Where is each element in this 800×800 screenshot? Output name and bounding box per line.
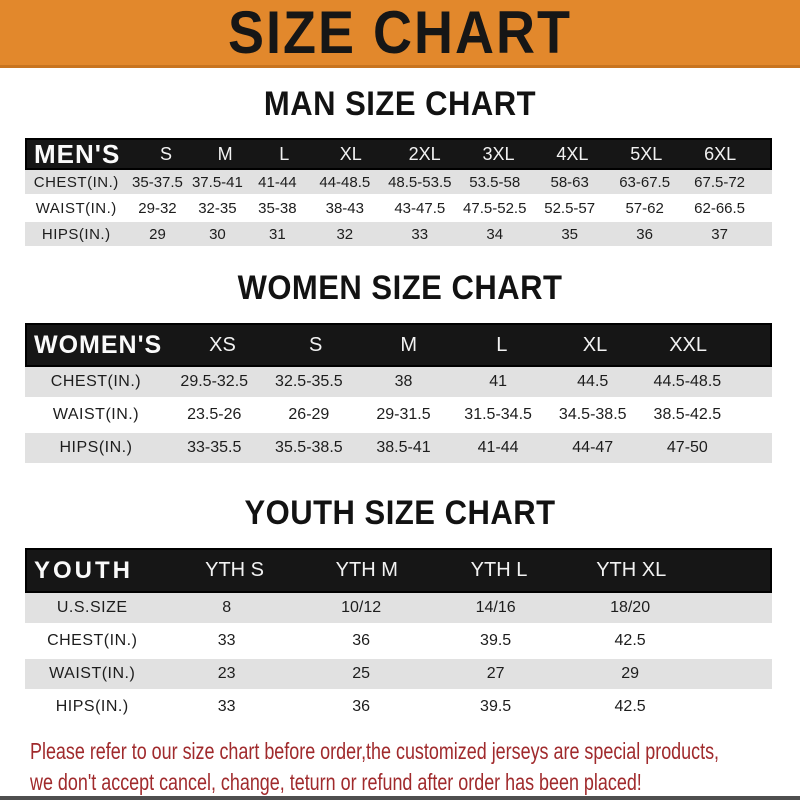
heading-text: YOUTH SIZE CHART [244,493,556,532]
cell-value: 52.5-57 [544,199,596,217]
cell-value: 29 [621,665,639,682]
row-label: WAIST(IN.) [49,665,136,682]
section-man-size-chart [0,86,800,246]
size-column-header: 4XL [556,143,589,164]
cell-value: 32 [336,225,354,243]
size-column-header: L [496,333,508,356]
cell-value: 37.5-41 [191,173,243,191]
table-row [25,367,772,397]
cell-value: 32-35 [198,199,237,217]
disclaimer-line-1: Please refer to our size chart before order,the customized jerseys are special products, [30,738,720,764]
cell-value: 33-35.5 [187,439,242,456]
cell-value: 31.5-34.5 [464,406,532,423]
size-column-header: XL [582,333,608,356]
row-label: CHEST(IN.) [47,632,138,649]
size-column-header: YTH M [335,559,398,581]
table-youth [25,548,772,722]
row-label: HIPS(IN.) [55,698,129,715]
cell-value: 34.5-38.5 [558,406,627,423]
cell-value: 27 [486,665,505,682]
row-label: HIPS(IN.) [59,439,133,456]
cell-value: 35-37.5 [132,173,183,191]
size-column-header: M [217,143,233,164]
table-row [25,222,772,246]
size-column-header: XL [339,143,362,164]
size-column-header: 3XL [482,143,515,164]
size-column-header: 2XL [408,143,441,164]
cell-value: 44-48.5 [319,173,371,191]
row-label: U.S.SIZE [56,599,128,616]
heading-text: WOMEN SIZE CHART [237,268,563,307]
cell-value: 53.5-58 [469,173,521,191]
cell-value: 31 [269,225,286,243]
cell-value: 33 [217,632,236,649]
table-header-label: MEN'S [34,138,121,169]
cell-value: 67.5-72 [694,173,746,191]
size-column-header: S [308,333,323,356]
cell-value: 39.5 [480,698,512,715]
cell-value: 26-29 [288,406,330,423]
size-column-header: 5XL [630,143,663,164]
cell-value: 23.5-26 [187,406,242,423]
cell-value: 47.5-52.5 [463,199,527,217]
table-row [25,626,772,656]
table-row [25,433,772,463]
cell-value: 29.5-32.5 [180,373,249,390]
disclaimer-line-2: we don't accept cancel, change, teturn or refund after order has been placed! [30,769,642,795]
heading-women-size-chart [0,270,800,308]
cell-value: 44.5-48.5 [653,373,722,390]
cell-value: 38.5-42.5 [653,406,722,423]
cell-value: 35 [561,225,579,243]
table-header-row [25,548,772,593]
cell-value: 37 [711,225,728,243]
cell-value: 57-62 [625,199,664,217]
size-column-header: YTH S [205,559,265,581]
row-label: CHEST(IN.) [33,173,119,191]
table-man [25,138,772,246]
table-row [25,659,772,689]
cell-value: 58-63 [550,173,589,191]
size-column-header: 6XL [704,143,737,164]
disclaimer [30,736,800,798]
cell-value: 38.5-41 [376,439,431,456]
table-header-label: YOUTH [34,556,133,584]
cell-value: 38 [394,373,413,390]
cell-value: 44.5 [577,373,609,390]
cell-value: 43-47.5 [394,199,446,217]
table-row [25,170,772,194]
table-women [25,323,772,463]
cell-value: 25 [352,665,371,682]
table-row [25,593,772,623]
table-header-label: WOMEN'S [34,330,163,359]
row-label: CHEST(IN.) [50,373,142,390]
cell-value: 44-47 [572,439,614,456]
table-row [25,196,772,220]
table-header-row [25,138,772,170]
page-title: SIZE CHART [228,0,572,67]
row-label: WAIST(IN.) [52,406,140,423]
cell-value: 29-32 [138,199,177,217]
cell-value: 42.5 [614,698,646,715]
size-chart-sections [0,86,800,722]
cell-value: 41 [489,373,507,390]
cell-value: 36 [636,225,653,243]
bottom-strip [0,796,800,800]
cell-value: 10/12 [341,599,382,616]
cell-value: 30 [209,225,226,243]
cell-value: 62-66.5 [694,199,746,217]
size-column-header: M [400,333,418,356]
heading-youth-size-chart [0,495,800,533]
row-label: WAIST(IN.) [35,199,117,217]
cell-value: 23 [217,665,236,682]
table-header-row [25,323,772,367]
heading-text: MAN SIZE CHART [263,84,537,123]
cell-value: 8 [222,599,232,616]
cell-value: 35-38 [258,199,297,217]
cell-value: 41-44 [477,439,519,456]
cell-value: 18/20 [610,599,651,616]
banner [0,0,800,68]
cell-value: 14/16 [475,599,516,616]
cell-value: 29-31.5 [376,406,431,423]
section-youth-size-chart [0,495,800,722]
cell-value: 48.5-53.5 [388,173,452,191]
cell-value: 34 [486,225,504,243]
cell-value: 47-50 [666,439,708,456]
size-column-header: YTH XL [596,559,667,581]
heading-man-size-chart [0,86,800,124]
size-column-header: XS [209,333,236,356]
section-women-size-chart [0,270,800,463]
cell-value: 36 [352,698,371,715]
cell-value: 32.5-35.5 [275,373,343,390]
size-column-header: XXL [669,333,708,356]
cell-value: 35.5-38.5 [275,439,343,456]
size-column-header: S [160,143,173,164]
size-column-header: L [279,143,290,164]
cell-value: 41-44 [258,173,297,191]
table-row [25,400,772,430]
cell-value: 33 [217,698,236,715]
cell-value: 36 [352,632,371,649]
size-column-header: YTH L [470,559,528,581]
cell-value: 42.5 [614,632,646,649]
cell-value: 33 [411,225,429,243]
cell-value: 38-43 [325,199,364,217]
cell-value: 63-67.5 [619,173,671,191]
table-row [25,692,772,722]
cell-value: 39.5 [480,632,512,649]
cell-value: 29 [149,225,166,243]
row-label: HIPS(IN.) [41,225,111,243]
